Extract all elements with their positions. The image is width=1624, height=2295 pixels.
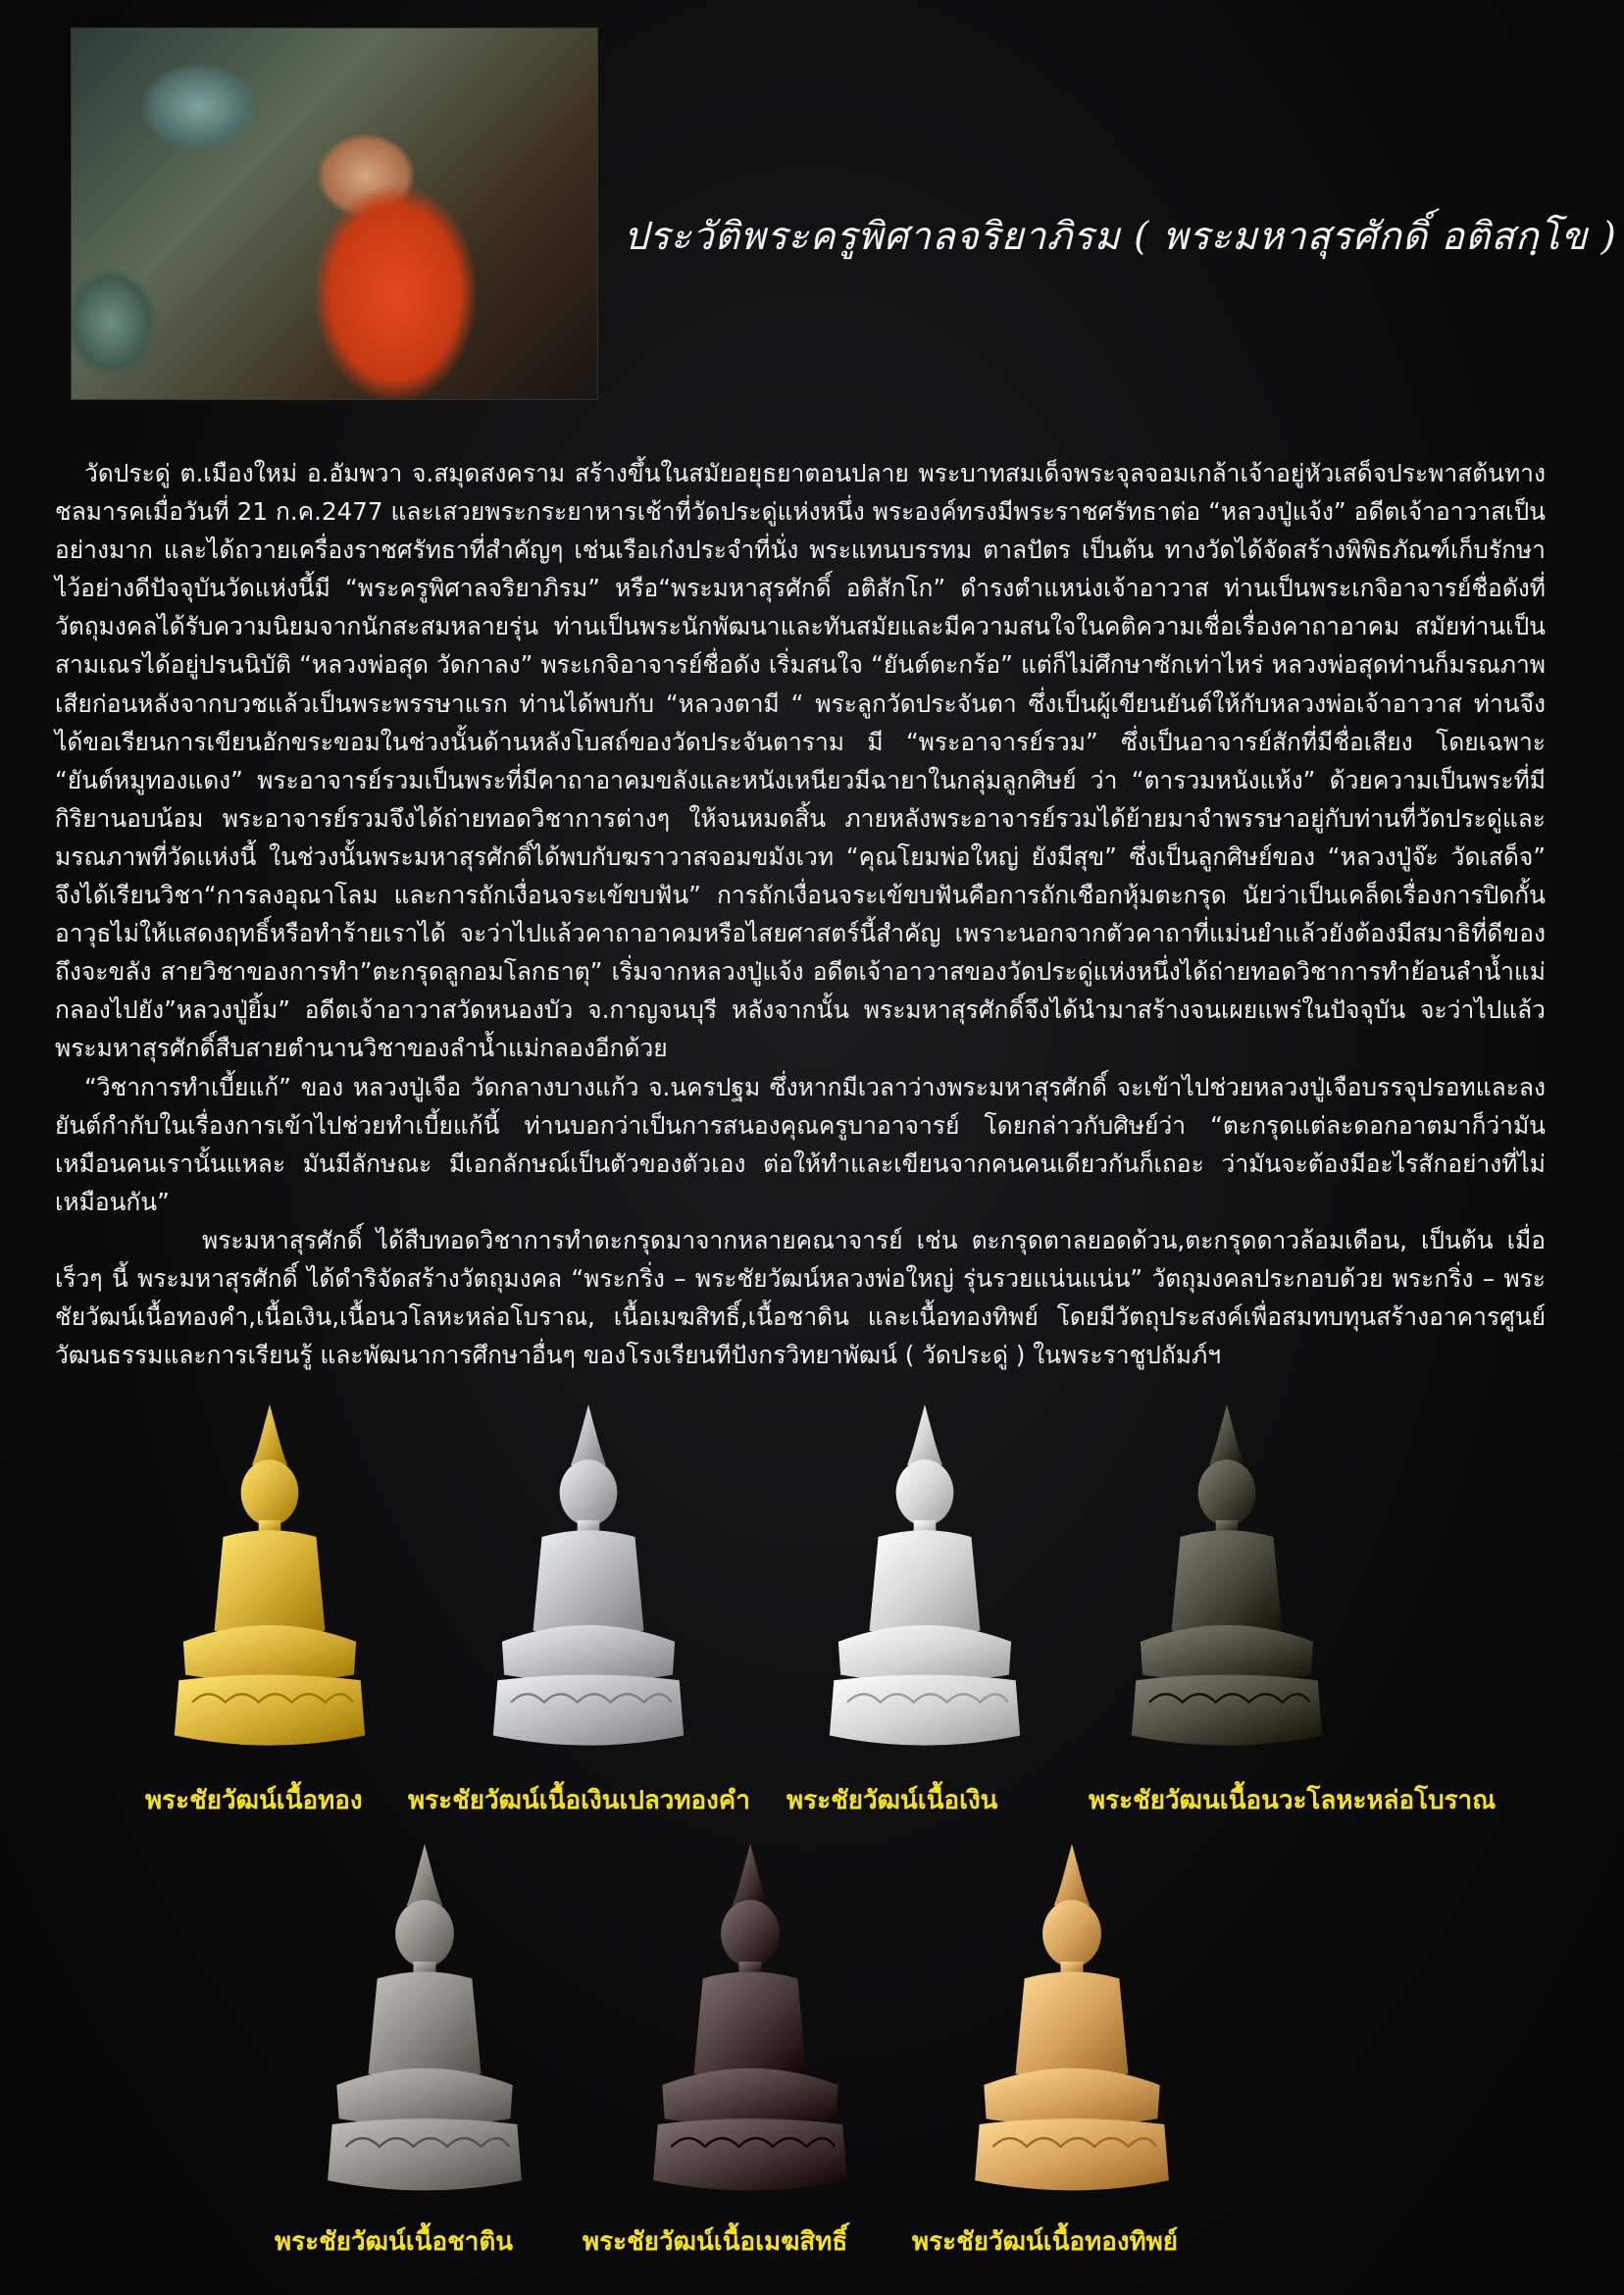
article-body bbox=[55, 454, 1546, 1374]
page-title: ประวัติพระครูพิศาลจริยาภิรม ( พระมหาสุรศักดิ์ อติสกฺโข ) bbox=[624, 215, 1617, 259]
amulet-caption-navaloha: พระชัยวัฒนเนื้อนวะโลหะหล่อโบราณ bbox=[1089, 1786, 1497, 1815]
amulet-caption-gold: พระชัยวัฒน์เนื้อทอง bbox=[145, 1786, 363, 1815]
amulet-caption-chadin: พระชัยวัฒน์เนื้อชาติน bbox=[275, 2227, 513, 2257]
amulet-image-gold bbox=[159, 1404, 381, 1758]
amulet-image-navaloha bbox=[1116, 1404, 1338, 1758]
amulet-caption-silver-gilt: พระชัยวัฒน์เนื้อเงินเปลวทองคำ bbox=[408, 1786, 750, 1815]
amulet-image-silver-gilt bbox=[478, 1404, 699, 1758]
monk-photo bbox=[71, 27, 598, 400]
amulet-image-mekkasit bbox=[637, 1844, 863, 2203]
amulet-image-thongthip bbox=[959, 1844, 1185, 2203]
amulet-caption-silver: พระชัยวัฒน์เนื้อเงิน bbox=[787, 1786, 998, 1815]
paragraph-3: พระมหาสุรศักดิ์ ได้สืบทอดวิชาการทำตะกรุดมาจากหลายคณาจารย์ เช่น ตะกรุดตาลยอดด้วน,ตะกรุดดาวล้อมเดือน, เป็นต้น เมื่อเร็วๆ นี้ พระมหาสุรศักดิ์ ได้ดำริจัดสร้างวัตถุมงคล “พระกริ่ง – พระชัยวัฒน์หลวงพ่อใหญ่ รุ่นรวยแน่นแน่น” วัตถุมงคลประกอบด้วย พระกริ่ง – พระชัยวัฒน์เนื้อทองคำ,เนื้อเงิน,เนื้อนวโลหะหล่อโบราณ, เนื้อเมฆสิทธิ์,เนื้อชาดิน และเนื้อทองทิพย์ โดยมีวัตถุประสงค์เพื่อสมทบทุนสร้างอาคารศูนย์วัฒนธรรมและการเรียนรู้ และพัฒนาการศึกษาอื่นๆ ของโรงเรียนทีปังกรวิทยาพัฒน์ ( วัดประดู่ ) ในพระราชูปถัมภ์ฯ bbox=[55, 1225, 1546, 1370]
amulet-image-silver bbox=[814, 1404, 1036, 1758]
amulet-image-chadin bbox=[312, 1844, 537, 2203]
amulet-caption-mekkasit: พระชัยวัฒน์เนื้อเมฆสิทธิ์ bbox=[583, 2227, 848, 2257]
amulet-caption-thongthip: พระชัยวัฒน์เนื้อทองทิพย์ bbox=[912, 2227, 1179, 2257]
paragraph-2: “วิชาการทำเบี้ยแก้” ของ หลวงปู่เจือ วัดกลางบางแก้ว จ.นครปฐม ซึ่งหากมีเวลาว่างพระมหาสุรศักดิ์ จะเข้าไปช่วยหลวงปู่เจือบรรจุปรอทและลงยันต์กำกับในเรื่องการเข้าไปช่วยทำเบี้ยแก้นี้ ท่านบอกว่าเป็นการสนองคุณครูบาอาจารย์ โดยกล่าวกับศิษย์ว่า “ตะกรุดแต่ละดอกอาตมาก็ว่ามันเหมือนคนเรานั้นแหละ มันมีลักษณะ มีเอกลักษณ์เป็นตัวของตัวเอง ต่อให้ทำและเขียนจากคนคนเดียวกันก็เถอะ ว่ามันจะต้องมีอะไรสักอย่างที่ไม่เหมือนกัน” bbox=[55, 1072, 1546, 1216]
paragraph-1: วัดประดู่ ต.เมืองใหม่ อ.อัมพวา จ.สมุดสงคราม สร้างขึ้นในสมัยอยุธยาตอนปลาย พระบาทสมเด็จพระจุลจอมเกล้าเจ้าอยู่หัวเสด็จประพาสต้นทางชลมารคเมื่อวันที่ 21 ก.ค.2477 และเสวยพระกระยาหารเช้าที่วัดประดู่แห่งหนึ่ง พระองค์ทรงมีพระราชศรัทธาต่อ “หลวงปู่แจ้ง” อดีตเจ้าอาวาสเป็นอย่างมาก และได้ถวายเครื่องราชศรัทธาที่สำคัญๆ เช่นเรือเก๋งประจำที่นั่ง พระแทนบรรทม ตาลปัตร เป็นต้น ทางวัดได้จัดสร้างพิพิธภัณฑ์เก็บรักษาไว้อย่างดีปัจจุบันวัดแห่งนี้มี “พระครูพิศาลจริยาภิรม” หรือ“พระมหาสุรศักดิ์ อติสักโก” ดำรงตำแหน่งเจ้าอาวาส ท่านเป็นพระเกจิอาจารย์ชื่อดังที่วัตถุมงคลได้รับความนิยมจากนักสะสมหลายรุ่น ท่านเป็นพระนักพัฒนาและทันสมัยและมีความสนใจในคติความเชื่อเรื่องคาถาอาคม สมัยท่านเป็นสามเณรได้อยู่ปรนนิบัติ “หลวงพ่อสุด วัดกาลง” พระเกจิอาจารย์ชื่อดัง เริ่มสนใจ “ยันต์ตะกร้อ” แต่ก็ไม่ศึกษาซักเท่าไหร่ หลวงพ่อสุดท่านก็มรณภาพเสียก่อนหลังจากบวชแล้วเป็นพระพรรษาแรก ท่านได้พบกับ “หลวงตามี “ พระลูกวัดประจันตา ซึ่งเป็นผู้เขียนยันต์ให้กับหลวงพ่อเจ้าอาวาส ท่านจึงได้ขอเรียนการเขียนอักขระขอมในช่วงนั้นด้านหลังโบสถ์ของวัดประจันตาราม มี “พระอาจารย์รวม” ซึ่งเป็นอาจารย์สักที่มีชื่อเสียง โดยเฉพาะ “ยันต์หมูทองแดง” พระอาจารย์รวมเป็นพระที่มีคาถาอาคมขลังและหนังเหนียวมีฉายาในกลุ่มลูกศิษย์ ว่า “ตารวมหนังแห้ง” ด้วยความเป็นพระที่มีกิริยานอบน้อม พระอาจารย์รวมจึงได้ถ่ายทอดวิชาการต่างๆ ให้จนหมดสิ้น ภายหลังพระอาจารย์รวมได้ย้ายมาจำพรรษาอยู่กับท่านที่วัดประดู่และมรณภาพที่วัดแห่งนี้ ในช่วงนั้นพระมหาสุรศักดิ์ได้พบกับฆราวาสจอมขมังเวท “คุณโยมพ่อใหญ่ ยังมีสุข” ซึ่งเป็นลูกศิษย์ของ “หลวงปู่จ๊ะ วัดเสด็จ” จึงได้เรียนวิชา“การลงอุณาโลม และการถักเงื่อนจระเข้ขบฟัน” การถักเงื่อนจระเข้ขบฟันคือการถักเชือกหุ้มตะกรุด นัยว่าเป็นเคล็ดเรื่องการปิดกั้นอาวุธไม่ให้แสดงฤทธิ์หรือทำร้ายเราได้ จะว่าไปแล้วคาถาอาคมหรือไสยศาสตร์นี้สำคัญ เพราะนอกจากตัวคาถาที่แม่นยำแล้วยังต้องมีสมาธิที่ดีของถึงจะขลัง สายวิชาของการทำ”ตะกรุดลูกอมโลกธาตุ” เริ่มจากหลวงปู่แจ้ง อดีตเจ้าอาวาสของวัดประดู่แห่งหนึ่งได้ถ่ายทอดวิชาการทำย้อนลำน้ำแม่กลองไปยัง”หลวงปู่ยิ้ม” อดีตเจ้าอาวาสวัดหนองบัว จ.กาญจนบุรี หลังจากนั้น พระมหาสุรศักดิ์จึงได้นำมาสร้างจนเผยแพร่ในปัจจุบัน จะว่าไปแล้วพระมหาสุรศักดิ์สืบสายตำนานวิชาของลำน้ำแม่กลองอีกด้วย bbox=[55, 459, 1546, 1063]
